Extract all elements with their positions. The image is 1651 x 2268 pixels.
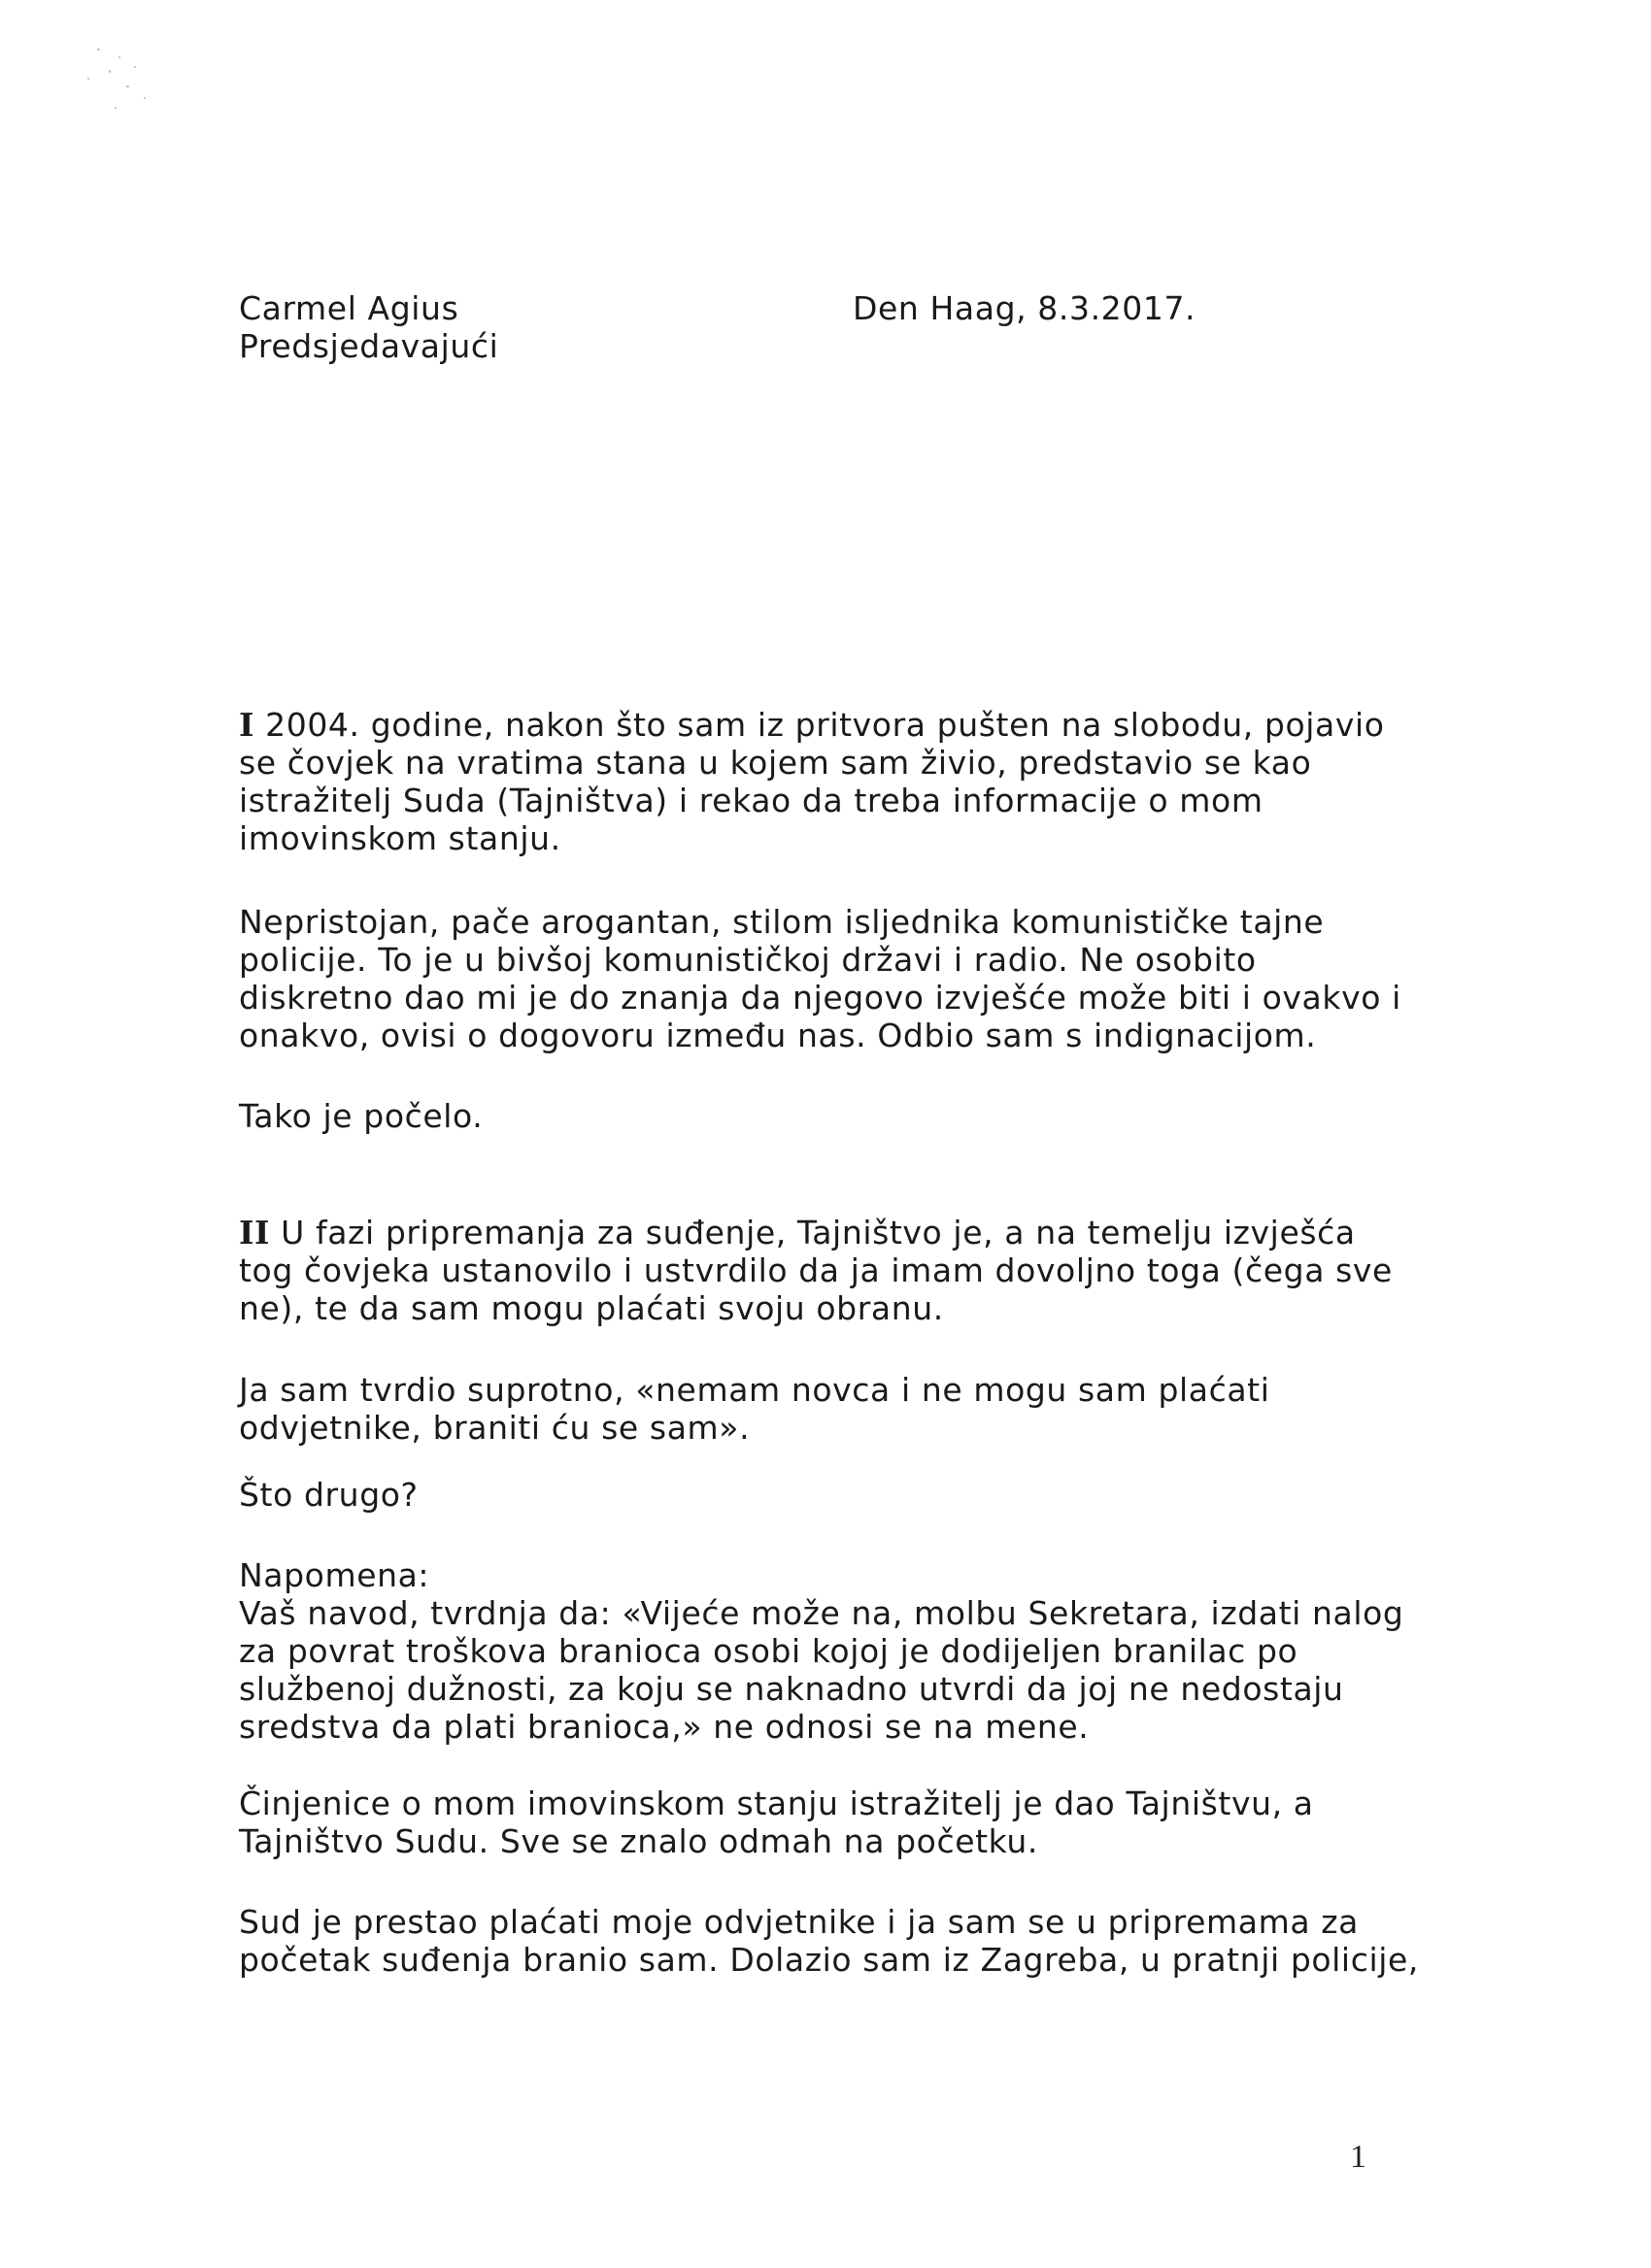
- paragraph-line: Vaš navod, tvrdnja da: «Vijeće može na, molbu Sekretara, izdati nalog: [239, 1594, 1404, 1632]
- paragraph-line: imovinskom stanju.: [239, 819, 561, 857]
- paragraph-section-1: [239, 706, 1385, 857]
- page-number: 1: [1350, 2139, 1366, 2175]
- paragraph-line: početak suđenja branio sam. Dolazio sam iz Zagreba, u pratnji policije,: [239, 1941, 1419, 1979]
- sender-name: Carmel Agius: [239, 289, 459, 327]
- section-numeral: II: [239, 1214, 271, 1251]
- note-label: Napomena:: [239, 1556, 430, 1594]
- sender-title: Predsjedavajući: [239, 327, 499, 365]
- paragraph-line: odvjetnike, braniti ću se sam».: [239, 1409, 751, 1447]
- paragraph-line: Što drugo?: [239, 1476, 419, 1514]
- paragraph-note: [239, 1556, 1403, 1746]
- place-date: [853, 289, 1196, 327]
- paragraph-line: službenoj dužnosti, za koju se naknadno utvrdi da joj ne nedostaju: [239, 1670, 1344, 1708]
- paragraph-5: [239, 1371, 1269, 1447]
- paragraph-line: sredstva da plati branioca,» ne odnosi se na mene.: [239, 1708, 1090, 1746]
- paragraph-9: [239, 1903, 1419, 1979]
- paragraph-line: ne), te da sam mogu plaćati svoju obranu.: [239, 1289, 944, 1327]
- paragraph-line: za povrat troškova branioca osobi kojoj je dodijeljen branilac po: [239, 1632, 1298, 1670]
- paragraph-6: [239, 1476, 419, 1514]
- place-date-text: Den Haag, 8.3.2017.: [853, 289, 1196, 327]
- paragraph-8: [239, 1784, 1314, 1860]
- paragraph-line: diskretno dao mi je do znanja da njegovo izvješće može biti i ovakvo i: [239, 979, 1401, 1017]
- paragraph-line: Tako je počelo.: [239, 1097, 484, 1135]
- paragraph-section-2: [239, 1214, 1393, 1327]
- paragraph-line: tog čovjeka ustanovilo i ustvrdilo da ja imam dovoljno toga (čega sve: [239, 1251, 1393, 1289]
- scan-artifact: [58, 39, 175, 126]
- paragraph-line: Činjenice o mom imovinskom stanju istražitelj je dao Tajništvu, a: [239, 1784, 1314, 1822]
- paragraph-line: II U fazi pripremanja za suđenje, Tajništvo je, a na temelju izvješća: [239, 1214, 1356, 1251]
- paragraph-line: se čovjek na vratima stana u kojem sam živio, predstavio se kao: [239, 744, 1312, 782]
- paragraph-line: Nepristojan, pače arogantan, stilom isljednika komunističke tajne: [239, 903, 1325, 941]
- sender-block: [239, 289, 498, 365]
- paragraph-3: [239, 1097, 483, 1135]
- paragraph-line: I 2004. godine, nakon što sam iz pritvora pušten na slobodu, pojavio: [239, 706, 1385, 744]
- paragraph-line: Ja sam tvrdio suprotno, «nemam novca i ne mogu sam plaćati: [239, 1371, 1270, 1409]
- paragraph-line: Sud je prestao plaćati moje odvjetnike i ja sam se u pripremama za: [239, 1903, 1359, 1941]
- paragraph-2: [239, 903, 1401, 1054]
- paragraph-line: istražitelj Suda (Tajništva) i rekao da treba informacije o mom: [239, 782, 1264, 819]
- paragraph-line: Tajništvo Sudu. Sve se znalo odmah na početku.: [239, 1822, 1038, 1860]
- section-numeral: I: [239, 706, 255, 744]
- paragraph-line: policije. To je u bivšoj komunističkoj državi i radio. Ne osobito: [239, 941, 1257, 979]
- paragraph-line: onakvo, ovisi o dogovoru između nas. Odbio sam s indignacijom.: [239, 1017, 1317, 1054]
